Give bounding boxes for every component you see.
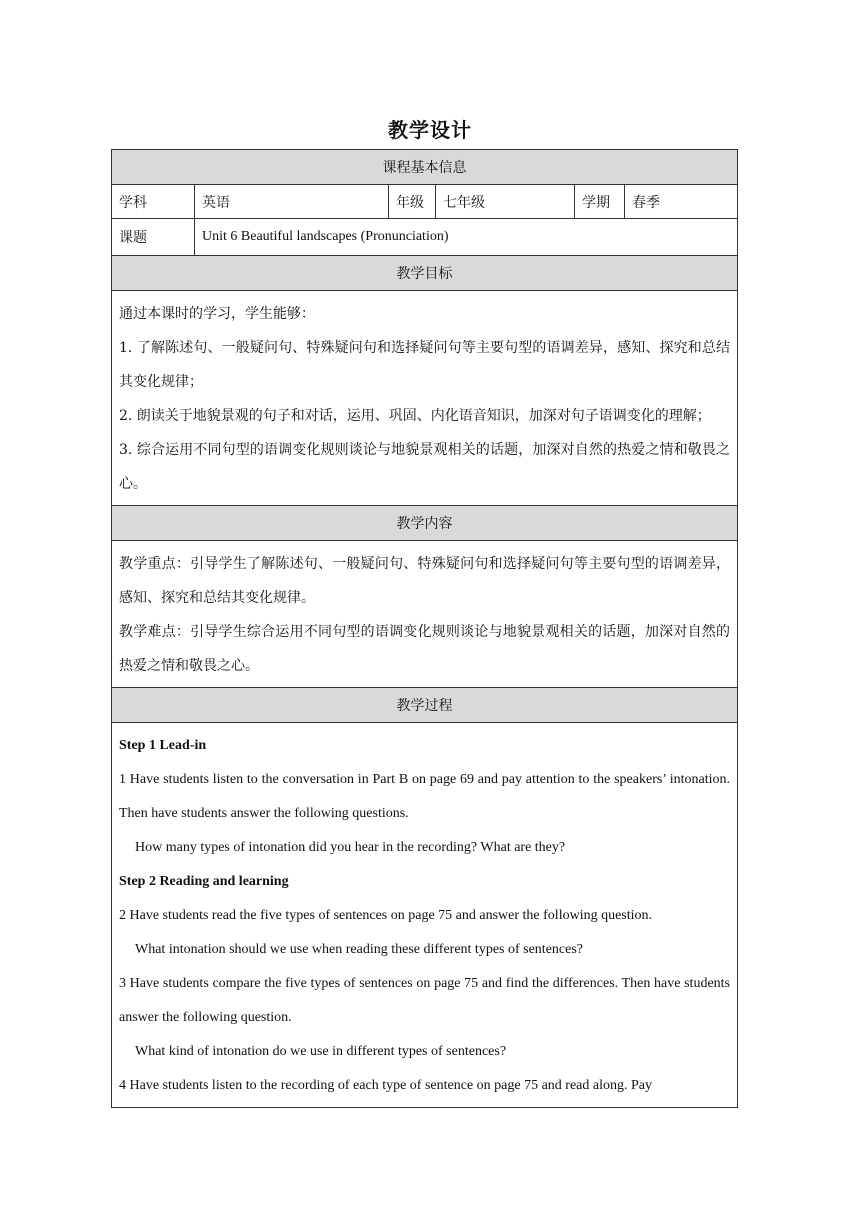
process-item: 3 Have students compare the five types of sentences on page 75 and find the differences. Then have students answer the following question. xyxy=(119,976,730,1025)
topic-value: Unit 6 Beautiful landscapes (Pronunciation) xyxy=(195,219,738,256)
section-header-basic-info: 课程基本信息 xyxy=(112,150,738,185)
key-points: 教学重点：引导学生了解陈述句、一般疑问句、特殊疑问句和选择疑问句等主要句型的语调差异，感知、探究和总结其变化规律。 xyxy=(119,556,730,606)
step2-title: Step 2 Reading and learning xyxy=(119,874,289,889)
info-row xyxy=(112,185,738,219)
topic-row xyxy=(112,219,738,256)
grade-label: 年级 xyxy=(389,185,436,219)
objective-item: 1. 了解陈述句、一般疑问句、特殊疑问句和选择疑问句等主要句型的语调差异，感知、探究和总结其变化规律； xyxy=(119,340,730,390)
term-value: 春季 xyxy=(625,185,738,219)
process-question: How many types of intonation did you hear in the recording? What are they? xyxy=(135,840,566,855)
process-item: 1 Have students listen to the conversation in Part B on page 69 and pay attention to the speakers’ intonation. Then have students answer the following questions. xyxy=(119,772,730,821)
process-question: What intonation should we use when reading these different types of sentences? xyxy=(135,942,583,957)
process-item: 2 Have students read the five types of sentences on page 75 and answer the following question. xyxy=(119,908,653,923)
difficult-points: 教学难点：引导学生综合运用不同句型的语调变化规则谈论与地貌景观相关的话题，加深对自然的热爱之情和敬畏之心。 xyxy=(119,624,730,674)
section-header-content: 教学内容 xyxy=(112,506,738,541)
objectives-text xyxy=(112,291,738,506)
subject-value: 英语 xyxy=(195,185,389,219)
grade-value: 七年级 xyxy=(436,185,575,219)
section-header-objectives: 教学目标 xyxy=(112,256,738,291)
section-header-process: 教学过程 xyxy=(112,688,738,723)
document-title: 教学设计 xyxy=(388,118,472,142)
topic-label: 课题 xyxy=(112,219,195,256)
objectives-intro: 通过本课时的学习，学生能够： xyxy=(119,306,315,322)
term-label: 学期 xyxy=(575,185,625,219)
process-question: What kind of intonation do we use in different types of sentences? xyxy=(135,1044,507,1059)
process-item: 4 Have students listen to the recording of each type of sentence on page 75 and read along. Pay xyxy=(119,1078,652,1093)
step1-title: Step 1 Lead-in xyxy=(119,738,207,753)
subject-label: 学科 xyxy=(112,185,195,219)
process-text xyxy=(112,723,738,1108)
objective-item: 2. 朗读关于地貌景观的句子和对话，运用、巩固、内化语音知识，加深对句子语调变化的理解； xyxy=(119,408,711,424)
content-text xyxy=(112,541,738,688)
lesson-plan-table xyxy=(111,149,738,1108)
objective-item: 3. 综合运用不同句型的语调变化规则谈论与地貌景观相关的话题，加深对自然的热爱之情和敬畏之心。 xyxy=(119,442,730,492)
